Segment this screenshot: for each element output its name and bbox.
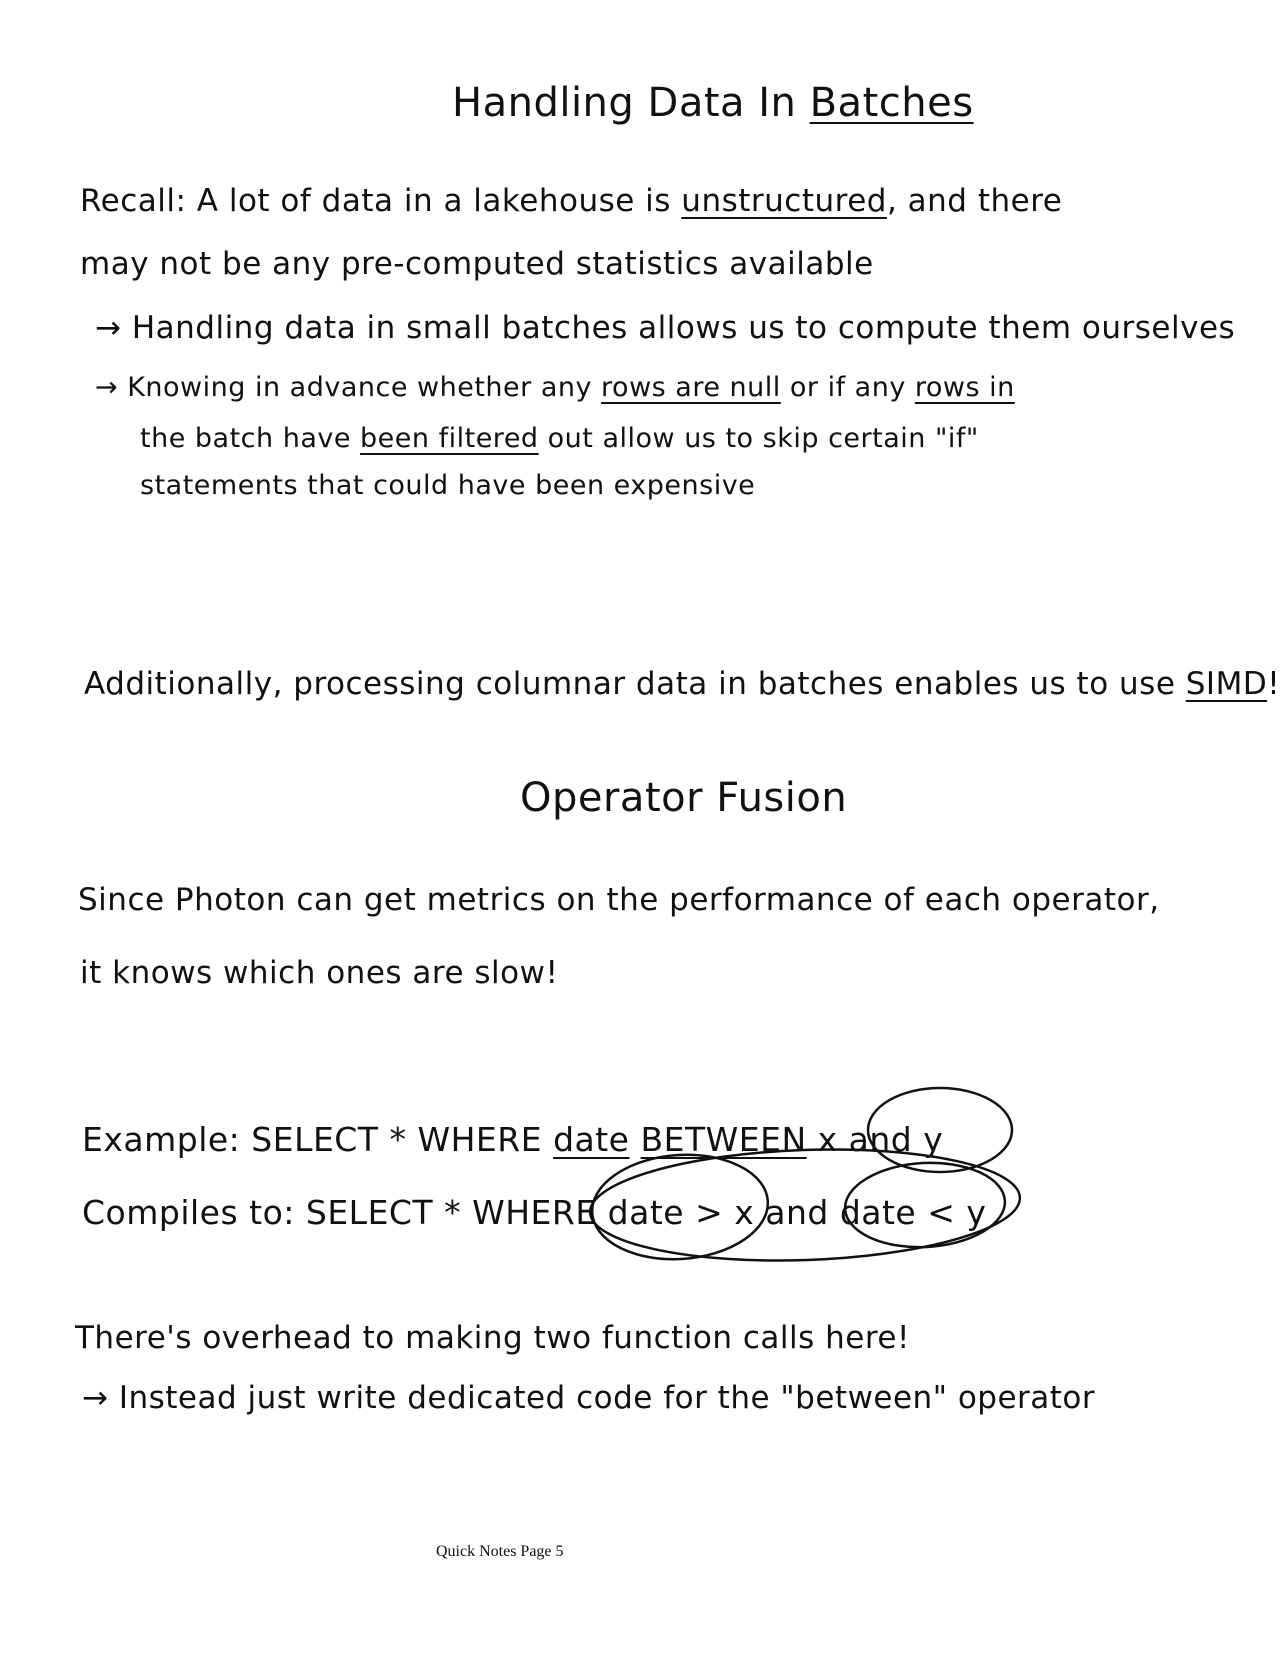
simd-line <box>84 666 1280 702</box>
title-text: Handling Data In <box>452 80 810 126</box>
bullet2-text: → Knowing in advance whether any <box>95 372 602 403</box>
compiles-and: and <box>754 1193 840 1232</box>
recall-text: Recall: A lot of data in a lakehouse is <box>80 183 682 219</box>
underlined-rows-null: rows are null <box>601 372 781 403</box>
example-x-and-y: x and y <box>806 1120 944 1159</box>
overhead-line: There's overhead to making two function calls here! <box>75 1320 910 1356</box>
underlined-been-filtered: been filtered <box>360 423 539 454</box>
bullet-knowing-advance-line-2 <box>140 423 979 454</box>
simd-text: Additionally, processing columnar data in batches enables us to use <box>84 666 1186 702</box>
bullet2-text-mid: or if any <box>780 372 915 403</box>
circled-date-gt-x: date > x <box>607 1193 755 1232</box>
example-line <box>82 1120 943 1159</box>
photon-line-2: it knows which ones are slow! <box>80 955 559 991</box>
underlined-unstructured: unstructured <box>681 183 887 219</box>
bullet-knowing-advance-line-3: statements that could have been expensive <box>140 470 756 501</box>
underlined-rows-in: rows in <box>914 372 1015 403</box>
page-footer: Quick Notes Page 5 <box>436 1543 564 1560</box>
example-space <box>629 1120 640 1159</box>
section-title-handling-data <box>452 80 974 126</box>
example-text: Example: SELECT * WHERE <box>82 1120 554 1159</box>
recall-text-end: , and there <box>886 183 1063 219</box>
title-underlined-word: Batches <box>809 80 974 126</box>
compiles-text: Compiles to: SELECT * WHERE <box>82 1193 608 1232</box>
bullet-small-batches: → Handling data in small batches allows us to compute them ourselves <box>95 310 1236 346</box>
bullet2-line2-end: out allow us to skip certain "if" <box>538 423 979 454</box>
circled-date-lt-y: date < y <box>839 1193 987 1232</box>
simd-exclamation: ! <box>1267 666 1280 702</box>
underlined-simd: SIMD <box>1185 666 1268 702</box>
bullet2-line2-text: the batch have <box>140 423 361 454</box>
underlined-date: date <box>553 1120 630 1159</box>
recall-line-2: may not be any pre-computed statistics available <box>80 246 874 282</box>
section-title-operator-fusion: Operator Fusion <box>520 775 848 821</box>
recall-line-1 <box>80 183 1062 219</box>
instead-line: → Instead just write dedicated code for the "between" operator <box>82 1380 1096 1416</box>
compiles-line <box>82 1193 986 1232</box>
photon-line-1: Since Photon can get metrics on the performance of each operator, <box>78 882 1160 918</box>
bullet-knowing-advance-line-1 <box>95 372 1015 403</box>
underlined-between: BETWEEN <box>640 1120 807 1159</box>
